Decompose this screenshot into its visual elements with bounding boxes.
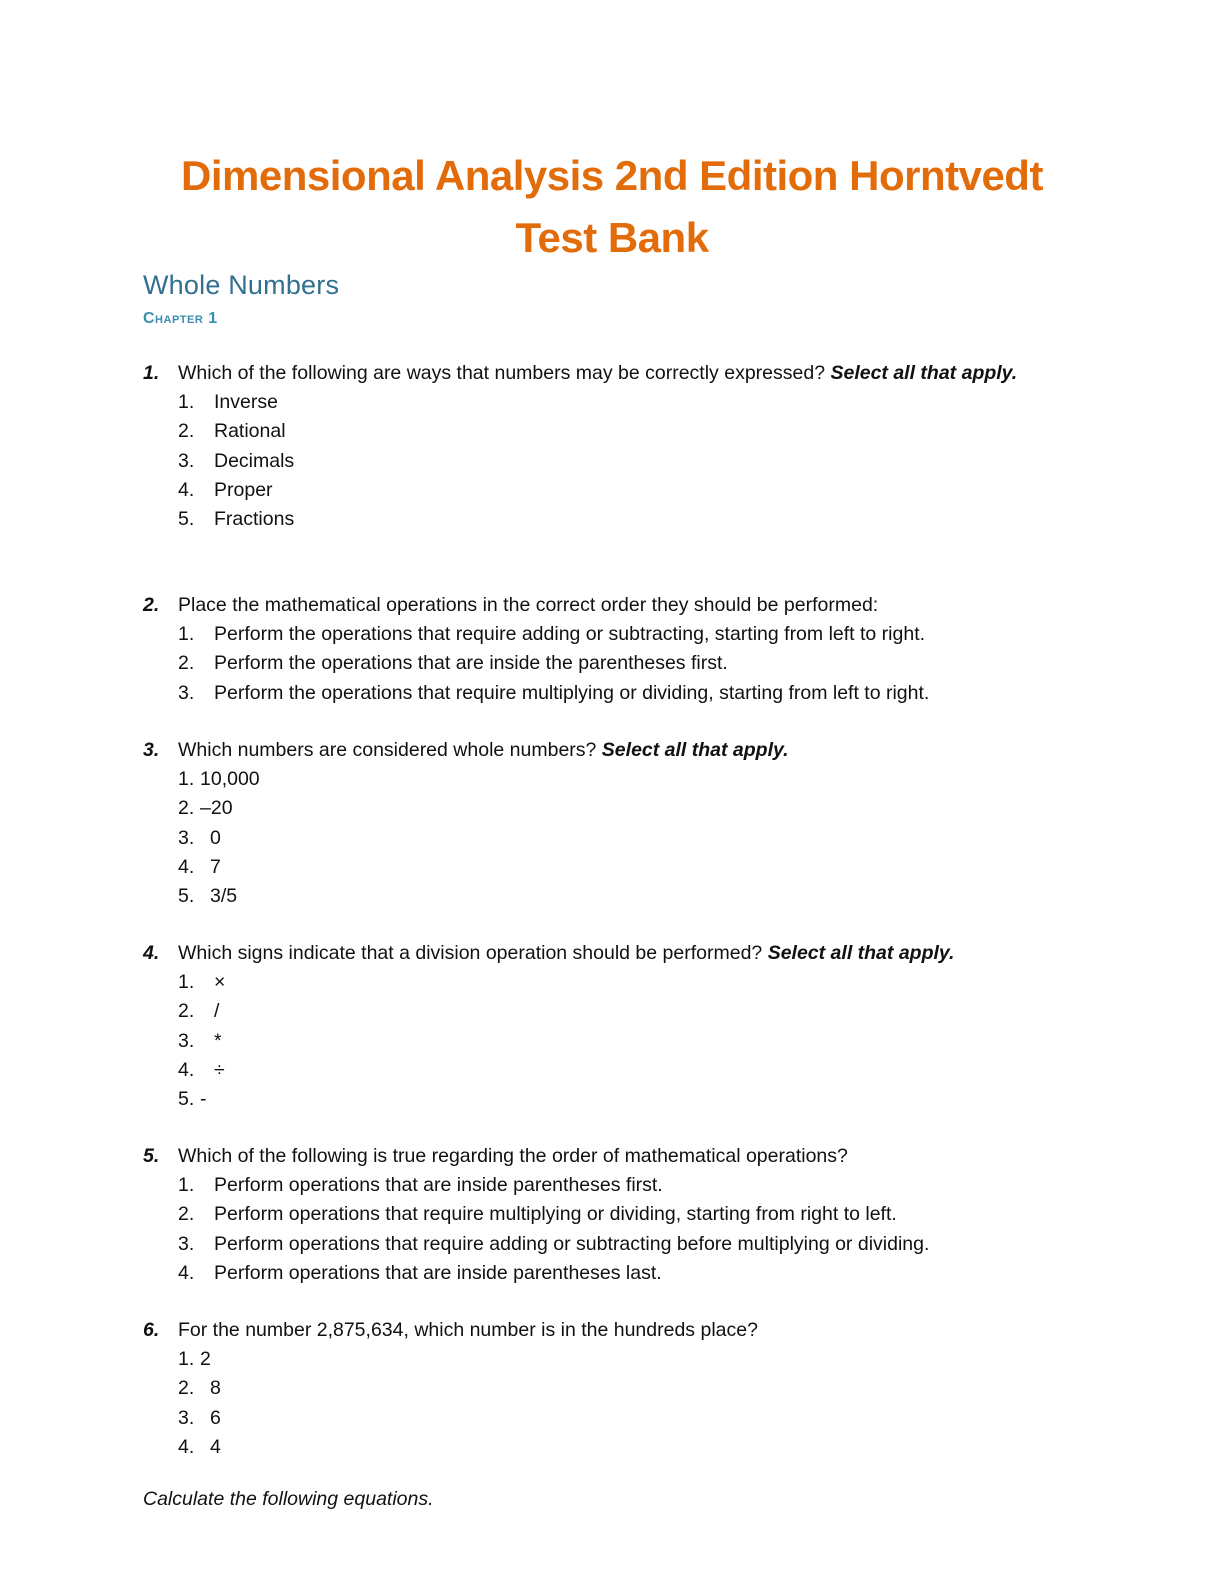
option-item [178,1433,1063,1462]
option-number: 5. [178,1088,195,1111]
option-text: –20 [200,797,233,820]
option-item [178,765,1063,794]
option-number: 3. [178,1406,195,1429]
option-number: 3. [178,449,195,472]
option-text: 6 [210,1406,221,1429]
option-number: 4. [178,478,195,501]
option-item [178,476,1063,505]
option-text: Perform the operations that are inside the parentheses first. [214,652,728,675]
option-item [178,968,1063,997]
chapter-label: Chapter 1 [143,310,218,327]
option-number: 2. [178,797,195,820]
option-number: 5. [178,885,195,908]
question-text [178,1142,1063,1171]
question-number: 1. [143,362,160,384]
question-number: 4. [143,942,160,964]
option-item [178,882,1063,911]
option-number: 3. [178,1232,195,1255]
option-item [178,620,1063,649]
option-number: 3. [178,1029,195,1052]
question-text [178,591,1063,620]
question-stem: Which signs indicate that a division operation should be performed? [178,942,768,964]
question-text [178,1316,1063,1345]
option-text: / [214,1000,220,1023]
option-text: ÷ [214,1058,225,1081]
option-item [178,1374,1063,1403]
option-item [178,1259,1063,1288]
option-number: 2. [178,420,195,443]
option-item [178,794,1063,823]
question-text [178,939,1063,968]
option-item [178,447,1063,476]
option-text: 8 [210,1377,221,1400]
option-text: Rational [214,420,286,443]
section-subtitle: Whole Numbers [143,270,340,300]
option-number: 4. [178,855,195,878]
question-6 [143,1316,1063,1462]
option-item [178,853,1063,882]
question-number: 6. [143,1319,160,1341]
option-number: 1. [178,971,195,994]
option-number: 1. [178,1174,195,1197]
option-number: 2. [178,1377,195,1400]
section-instruction: Calculate the following equations. [143,1488,434,1510]
question-number: 5. [143,1145,160,1167]
option-text: Proper [214,478,273,501]
option-number: 1. [178,623,195,646]
question-instruction: Select all that apply. [601,739,789,761]
question-stem: For the number 2,875,634, which number is in the hundreds place? [178,1319,758,1341]
option-list [178,388,1063,534]
option-text: Inverse [214,391,278,414]
option-text: Perform the operations that require adding or subtracting, starting from left to right. [214,623,926,646]
option-list [178,968,1063,1114]
option-number: 4. [178,1435,195,1458]
question-text [178,359,1063,388]
option-text: 7 [210,855,221,878]
option-text: 0 [210,826,221,849]
option-number: 3. [178,681,195,704]
option-number: 3. [178,826,195,849]
option-number: 5. [178,508,195,531]
question-5 [143,1142,1063,1288]
option-item [178,1027,1063,1056]
option-number: 2. [178,1203,195,1226]
option-item [178,388,1063,417]
option-text: 3/5 [210,885,238,908]
option-list [178,765,1063,911]
option-number: 1. [178,391,195,414]
question-stem: Which of the following is true regarding the order of mathematical operations? [178,1145,848,1167]
option-item [178,1345,1063,1374]
option-item [178,1085,1063,1114]
question-text [178,736,1063,765]
option-item [178,679,1063,708]
question-number: 2. [143,594,160,616]
option-item [178,824,1063,853]
question-stem: Which numbers are considered whole numbers? [178,739,602,761]
question-stem: Place the mathematical operations in the correct order they should be performed: [178,594,879,616]
option-text: 10,000 [200,768,260,791]
option-text: 4 [210,1435,221,1458]
option-text: Decimals [214,449,295,472]
question-2 [143,591,1063,708]
option-text: * [214,1029,222,1052]
option-number: 2. [178,652,195,675]
question-4 [143,939,1063,1114]
document-title-line2: Test Bank [515,214,709,261]
option-text: 2 [200,1348,211,1371]
option-text: Fractions [214,508,295,531]
question-3 [143,736,1063,911]
question-number: 3. [143,739,160,761]
question-stem: Which of the following are ways that numbers may be correctly expressed? [178,362,831,384]
option-list [178,620,1063,708]
option-number: 4. [178,1261,195,1284]
option-item [178,649,1063,678]
option-item [178,505,1063,534]
question-1 [143,359,1063,534]
option-list [178,1345,1063,1462]
option-item [178,1404,1063,1433]
option-text: Perform operations that are inside parentheses first. [214,1174,663,1197]
option-text: × [214,971,226,994]
option-list [178,1171,1063,1288]
option-text: Perform the operations that require multiplying or dividing, starting from left to right. [214,681,930,704]
option-item [178,1171,1063,1200]
option-text: Perform operations that require multiplying or dividing, starting from right to left. [214,1203,897,1226]
option-number: 1. [178,1348,195,1371]
option-item [178,997,1063,1026]
option-item [178,417,1063,446]
document-title-line1: Dimensional Analysis 2nd Edition Horntvedt [181,152,1043,199]
option-item [178,1200,1063,1229]
option-text: Perform operations that require adding or subtracting before multiplying or dividing. [214,1232,930,1255]
option-number: 2. [178,1000,195,1023]
option-item [178,1230,1063,1259]
option-text: - [200,1088,207,1111]
question-instruction: Select all that apply. [830,362,1018,384]
option-number: 4. [178,1058,195,1081]
option-number: 1. [178,768,195,791]
option-text: Perform operations that are inside parentheses last. [214,1261,662,1284]
option-item [178,1056,1063,1085]
question-instruction: Select all that apply. [767,942,955,964]
